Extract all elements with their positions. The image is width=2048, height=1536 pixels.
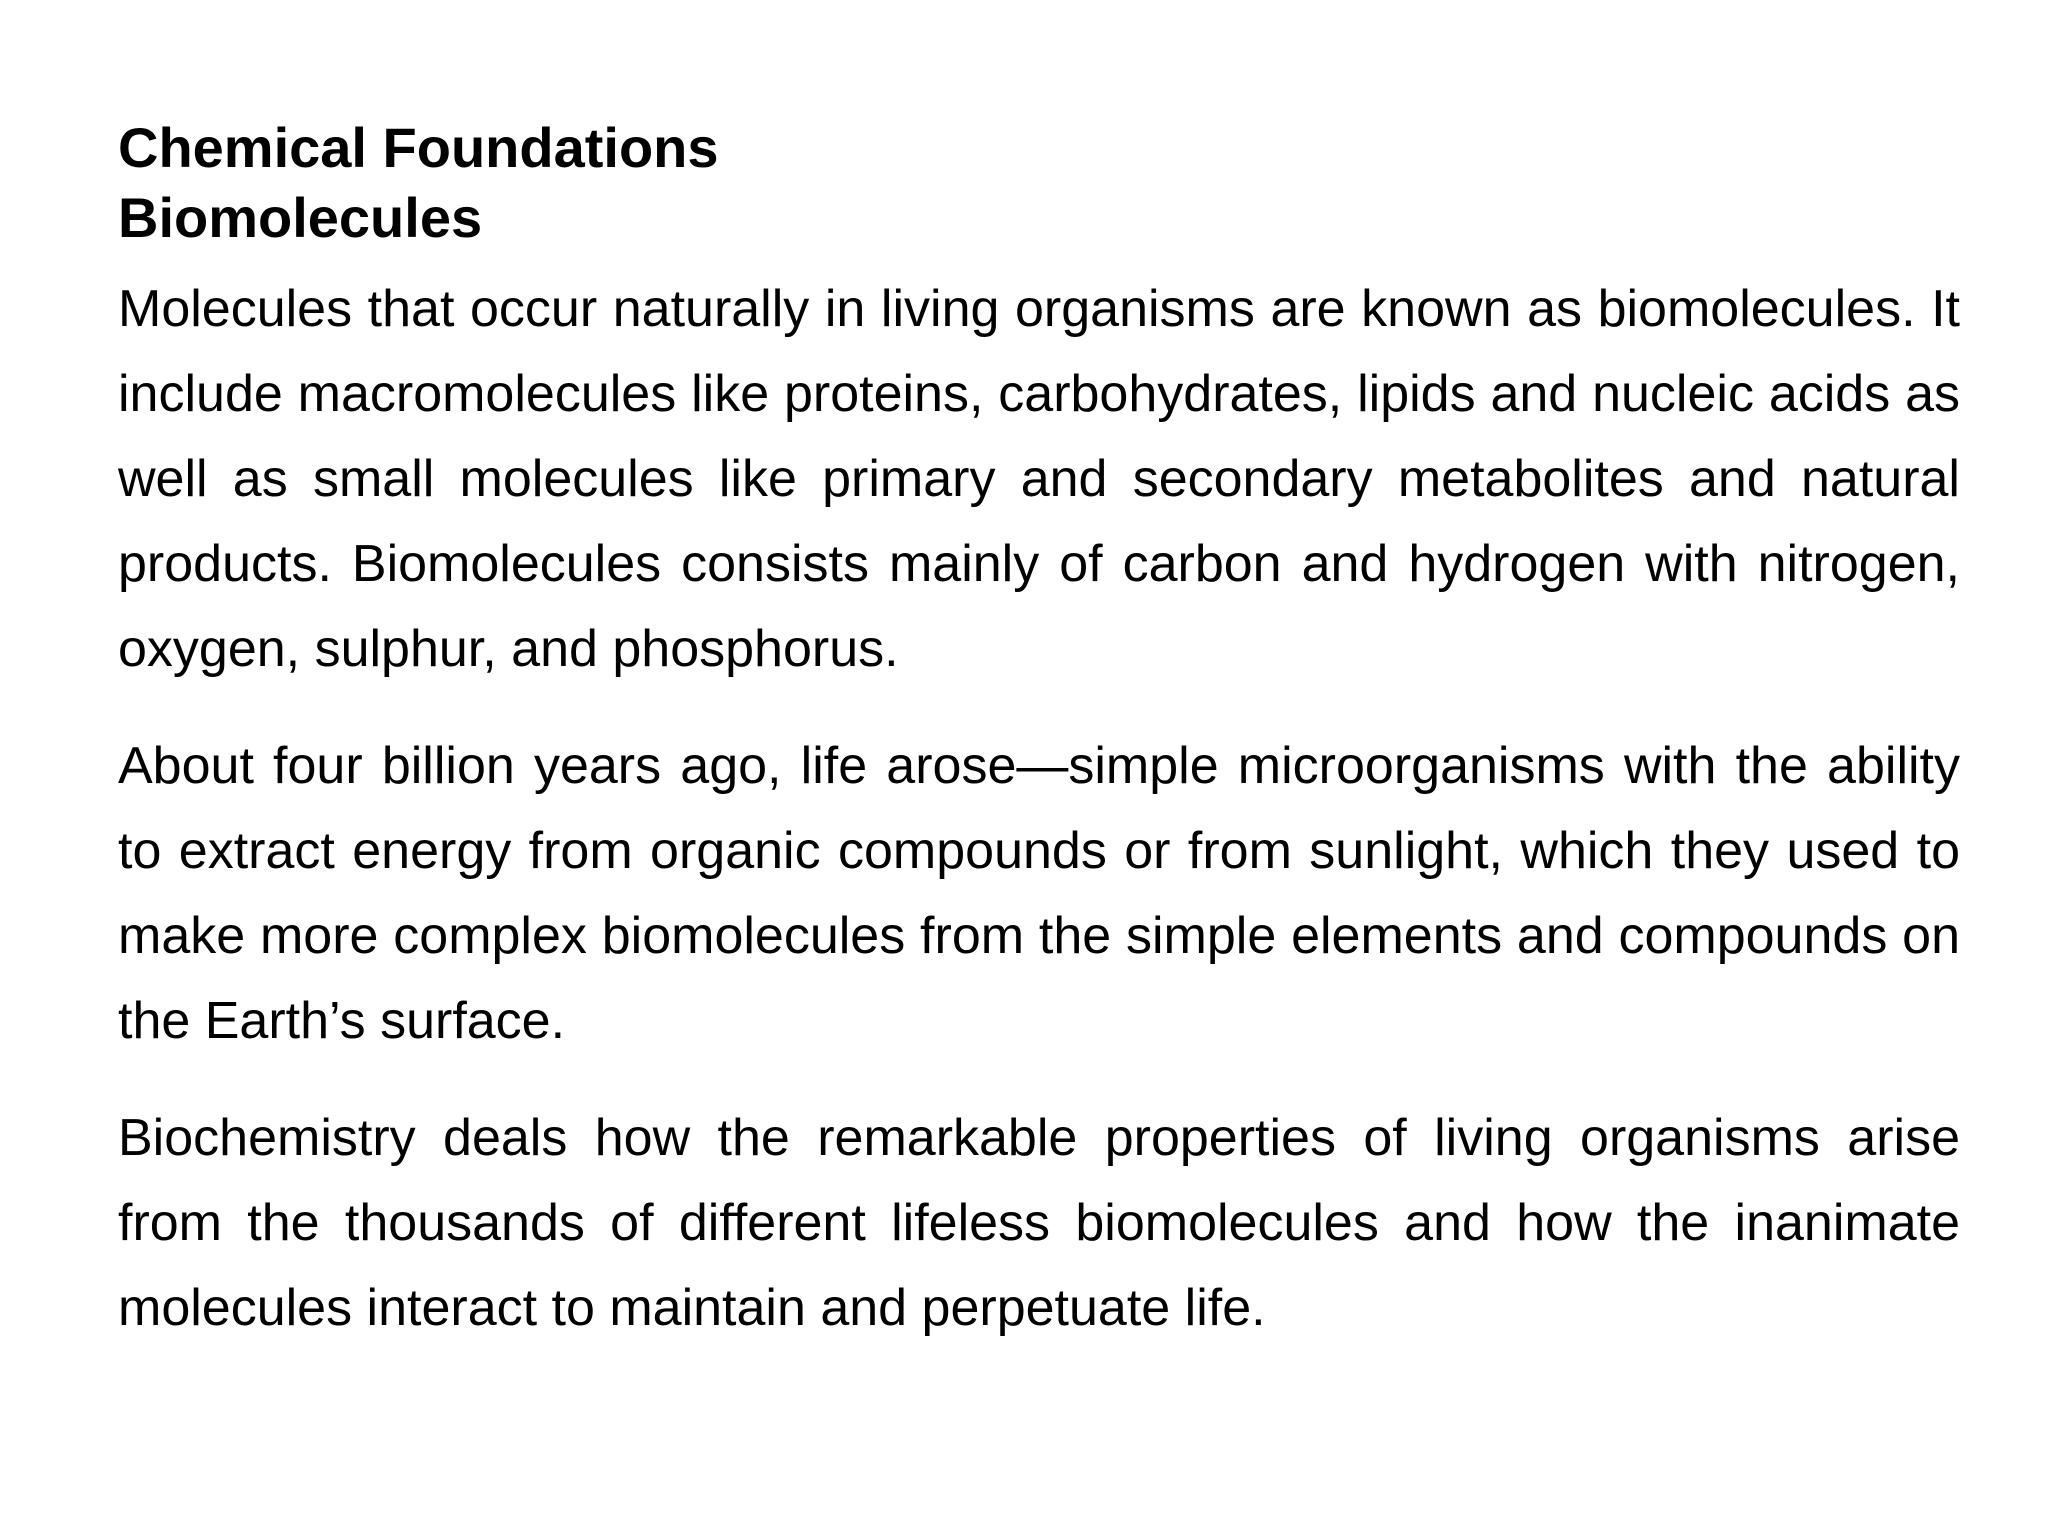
chapter-title: Chemical Foundations [118,116,719,179]
paragraph-origin-of-life: About four billion years ago, life arose—simple microorganisms with the ability to extract energy from organic compounds or from sunlight, which they used to make more complex biomolecules from the simple elements and compounds on the Earth’s surface. [118,737,1960,1050]
paragraph-biochemistry-scope: Biochemistry deals how the remarkable properties of living organisms arise from the thousands of different lifeless biomolecules and how the inanimate molecules interact to maintain and perpetuate life. [118,1109,1960,1337]
paragraph-biomolecules-definition: Molecules that occur naturally in living organisms are known as biomolecules. It include macromolecules like proteins, carbohydrates, lipids and nucleic acids as well as small molecules like primary and secondary metabolites and natural products. Biomolecules consists mainly of carbon and hydrogen with nitrogen, oxygen, sulphur, and phosphorus. [118,280,1960,678]
section-title: Biomolecules [118,186,483,249]
